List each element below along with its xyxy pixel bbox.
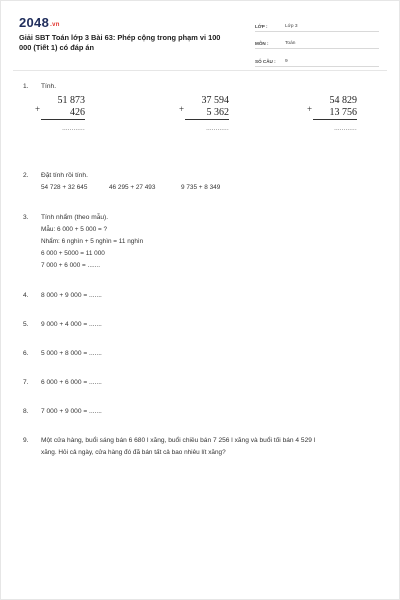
vertical-addition-1 — [35, 95, 85, 132]
question-2 — [23, 172, 88, 179]
expression-1: 54 728 + 32 645 — [41, 184, 88, 191]
question-text: Tính nhẩm (theo mẫu). — [41, 214, 109, 221]
meta-label: LỚP : — [255, 23, 268, 29]
answer-blank[interactable]: ............ — [62, 126, 85, 132]
question-number: 8. — [23, 408, 29, 415]
meta-row-subject — [255, 35, 379, 50]
addend-top: 51 873 — [57, 95, 85, 106]
meta-label: MÔN : — [255, 41, 269, 46]
question-text-line-2: xăng. Hỏi cả ngày, cửa hàng đó đã bán tất cả bao nhiêu lít xăng? — [41, 449, 226, 456]
question-6 — [23, 350, 102, 357]
addend-top: 37 594 — [201, 95, 229, 106]
vertical-addition-3 — [307, 95, 357, 132]
question-text[interactable]: 9 000 + 4 000 = ....... — [41, 321, 102, 328]
example-line: Mẫu: 6 000 + 5 000 = ? — [41, 226, 108, 233]
logo-suffix: .vn — [50, 22, 60, 28]
answer-blank[interactable]: ............ — [334, 126, 357, 132]
plus-sign: + — [179, 104, 185, 114]
meta-label: SỐ CÂU : — [255, 58, 276, 64]
question-text[interactable]: 6 000 + 6 000 = ....... — [41, 379, 102, 386]
question-text: Đặt tính rồi tính. — [41, 172, 88, 179]
question-number: 4. — [23, 292, 29, 299]
question-number: 7. — [23, 379, 29, 386]
example-result: 6 000 + 5000 = 11 000 — [41, 250, 105, 257]
meta-value: Toán — [285, 41, 296, 46]
question-text[interactable]: 5 000 + 8 000 = ....... — [41, 350, 102, 357]
vertical-addition-2 — [179, 95, 229, 132]
question-4 — [23, 292, 102, 299]
question-number: 6. — [23, 350, 29, 357]
meta-row-question-count — [255, 52, 379, 67]
addend-bottom: 13 756 — [313, 107, 357, 120]
question-text[interactable]: 7 000 + 9 000 = ....... — [41, 408, 102, 415]
addend-top: 54 829 — [329, 95, 357, 106]
addend-bottom: 426 — [41, 107, 85, 120]
question-8 — [23, 408, 102, 415]
site-logo[interactable] — [19, 15, 60, 30]
question-number: 2. — [23, 172, 29, 179]
page-title: Giải SBT Toán lớp 3 Bài 63: Phép cộng trong phạm vi 100 000 (Tiết 1) có đáp án — [19, 33, 221, 52]
meta-row-class — [255, 17, 379, 32]
question-number: 5. — [23, 321, 29, 328]
meta-value: Lớp 3 — [285, 23, 298, 29]
question-text[interactable]: 8 000 + 9 000 = ....... — [41, 292, 102, 299]
question-text: Tính. — [41, 83, 57, 90]
plus-sign: + — [307, 104, 313, 114]
question-number: 1. — [23, 83, 29, 90]
question-text-line-1: Một cửa hàng, buổi sáng bán 6 680 l xăng, buổi chiều bán 7 256 l xăng và buổi tối bán 4 529 l — [41, 437, 316, 444]
question-number: 9. — [23, 437, 29, 444]
exercise-line[interactable]: 7 000 + 6 000 = ....... — [41, 262, 100, 269]
question-number: 3. — [23, 214, 29, 221]
question-9 — [23, 437, 315, 444]
question-7 — [23, 379, 102, 386]
header-divider — [13, 70, 387, 71]
question-5 — [23, 321, 102, 328]
answer-blank[interactable]: ............ — [206, 126, 229, 132]
meta-info — [255, 17, 379, 70]
expression-3: 9 735 + 8 349 — [181, 184, 221, 191]
question-1 — [23, 83, 56, 90]
question-3 — [23, 214, 108, 221]
expression-2: 46 295 + 27 493 — [109, 184, 156, 191]
plus-sign: + — [35, 104, 41, 114]
logo-text: 2048 — [19, 15, 50, 30]
meta-value: 9 — [285, 58, 288, 64]
addend-bottom: 5 362 — [185, 107, 229, 120]
mental-line: Nhẩm: 6 nghìn + 5 nghìn = 11 nghìn — [41, 238, 144, 245]
